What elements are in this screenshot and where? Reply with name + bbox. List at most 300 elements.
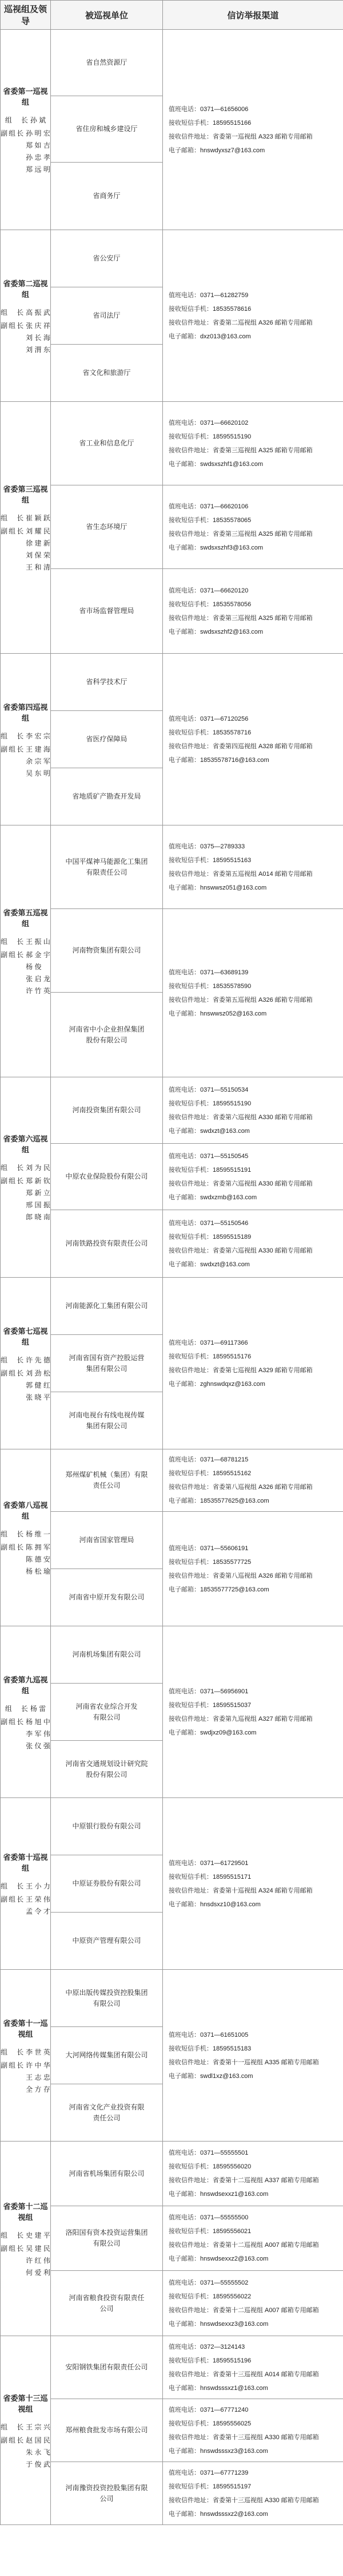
table-row	[1, 30, 343, 96]
sms-mobile-value[interactable]: 18595515166	[213, 119, 252, 127]
phone-label: 值班电话：	[169, 1544, 200, 1552]
sms-mobile-label: 接收短信手机：	[169, 1233, 213, 1240]
phone-label: 值班电话：	[169, 2406, 200, 2413]
table-row	[1, 825, 343, 909]
contact-cell	[163, 825, 343, 909]
email-value[interactable]: 18535578716@163.com	[200, 756, 269, 764]
phone-label: 值班电话：	[169, 715, 200, 722]
inspected-unit	[51, 2206, 163, 2271]
leader-role: 副组长	[1, 1895, 24, 1903]
phone-line	[169, 1542, 337, 1555]
group-title: 省委第十巡视组	[3, 1853, 48, 1872]
phone-value[interactable]: 0371—69117366	[200, 1339, 248, 1346]
phone-value[interactable]: 0371—61656006	[200, 105, 249, 113]
inspected-unit	[51, 1449, 163, 1512]
mail-address-value: 省委第三巡视组 A325 邮箱专用邮箱	[213, 447, 313, 454]
email-label: 电子邮箱：	[169, 628, 200, 635]
leader-name: 杨 雷	[30, 1704, 46, 1713]
sms-mobile-value[interactable]: 18595515171	[213, 1873, 252, 1880]
email-label: 电子邮箱：	[169, 1901, 200, 1908]
unit-name-line: 公司	[99, 2494, 114, 2503]
sms-mobile-label: 接收短信手机：	[169, 1873, 213, 1880]
group-title: 省委第三巡视组	[3, 485, 48, 504]
mail-address-label: 接收信件地址：	[169, 1247, 213, 1254]
mail-address-label: 接收信件地址：	[169, 1887, 213, 1894]
leader-name: 郑 新 立	[26, 1189, 50, 1197]
email-label: 电子邮箱：	[169, 1194, 200, 1201]
mail-address-line	[169, 1884, 337, 1898]
leader-row	[1, 1530, 50, 1539]
table-row	[1, 1798, 343, 1855]
leader-names	[26, 1164, 50, 1172]
unit-name-line: 省公安厅	[93, 254, 121, 262]
mail-address-value: 省委第八巡视组 A326 邮箱专用邮箱	[213, 1484, 313, 1491]
mail-address-line	[169, 527, 337, 541]
inspected-unit	[51, 909, 163, 993]
sms-mobile-line	[169, 1097, 337, 1111]
phone-value[interactable]: 0371—55606191	[200, 1544, 249, 1552]
leader-row	[1, 1718, 50, 1751]
mail-address-value: 省委第九巡视组 A327 邮箱专用邮箱	[213, 1715, 313, 1722]
leader-name: 吴 东 明	[26, 769, 50, 777]
inspected-unit	[51, 96, 163, 163]
sms-mobile-value[interactable]: 18595515197	[213, 2483, 252, 2490]
sms-mobile-label: 接收短信手机：	[169, 433, 213, 440]
table-row	[1, 2462, 343, 2525]
mail-address-label: 接收信件地址：	[169, 1366, 213, 1374]
leader-name: 史 建 平	[26, 2231, 50, 2239]
email-value[interactable]: swdxzt@163.com	[200, 1127, 250, 1135]
leader-name: 李 军 伟	[26, 1729, 50, 1738]
leader-role: 组长	[1, 308, 24, 317]
phone-value[interactable]: 0371—67771239	[200, 2469, 249, 2476]
sms-mobile-label: 接收短信手机：	[169, 2045, 213, 2052]
leader-row	[1, 1543, 50, 1576]
sms-mobile-value[interactable]: 18535578065	[213, 516, 252, 524]
email-value[interactable]: swdsxszhf1@163.com	[200, 460, 264, 468]
email-line	[169, 2069, 337, 2083]
phone-line	[169, 416, 337, 430]
sms-mobile-label: 接收短信手机：	[169, 305, 213, 313]
leader-role: 组长	[1, 1530, 24, 1538]
phone-label: 值班电话：	[169, 1859, 200, 1867]
phone-value[interactable]: 0371—61282759	[200, 291, 249, 299]
email-value[interactable]: swdsxszhf3@163.com	[200, 544, 264, 551]
inspected-unit	[51, 1798, 163, 1855]
leader-role: 副组长	[1, 527, 24, 535]
phone-value[interactable]: 0371—56956901	[200, 1688, 249, 1695]
mail-address-label: 接收信件地址：	[169, 2370, 213, 2378]
leader-row	[1, 1356, 50, 1365]
mail-address-value: 省委第六巡视组 A330 邮箱专用邮箱	[213, 1113, 313, 1121]
leader-names	[26, 527, 50, 572]
sms-mobile-value[interactable]: 18595515163	[213, 856, 252, 864]
mail-address-value: 省委第五巡视组 A014 邮箱专用邮箱	[213, 870, 313, 878]
email-line	[169, 753, 337, 767]
phone-value[interactable]: 0372—3124143	[200, 2343, 245, 2350]
phone-value[interactable]: 0375—2789333	[200, 843, 245, 850]
email-line	[169, 330, 337, 343]
inspected-unit	[51, 485, 163, 569]
leader-names	[26, 1718, 50, 1751]
phone-line	[169, 2146, 337, 2160]
mail-address-value: 省委第十三巡视组 A330 邮箱专用邮箱	[213, 2496, 319, 2504]
leader-name: 邢 国 振	[26, 1201, 50, 1209]
phone-value[interactable]: 0371—61729501	[200, 1859, 249, 1867]
mail-address-label: 接收信件地址：	[169, 614, 213, 622]
sms-mobile-label: 接收短信手机：	[169, 2228, 213, 2235]
sms-mobile-label: 接收短信手机：	[169, 1470, 213, 1477]
inspected-unit	[51, 163, 163, 230]
sms-mobile-value[interactable]: 18535578616	[213, 305, 252, 313]
phone-line	[169, 2340, 337, 2354]
phone-label: 值班电话：	[169, 419, 200, 426]
group-cell	[1, 825, 51, 1077]
email-value[interactable]: swdxzt@163.com	[200, 1261, 250, 1268]
leader-role: 组长	[1, 1356, 24, 1364]
phone-line	[169, 289, 337, 302]
leader-names	[26, 2231, 50, 2240]
sms-mobile-value[interactable]: 18535578590	[213, 982, 252, 990]
sms-mobile-value[interactable]: 18595515190	[213, 1100, 252, 1107]
mail-address-value: 省委第十一巡视组 A335 邮箱专用邮箱	[213, 2059, 319, 2066]
sms-mobile-line	[169, 2354, 337, 2368]
leader-name: 杨 旭 中	[26, 1717, 50, 1726]
sms-mobile-value[interactable]: 18595515183	[213, 2045, 252, 2052]
sms-mobile-value[interactable]: 18595515162	[213, 1470, 252, 1477]
unit-name-line: 省市场监督管理局	[79, 607, 134, 615]
sms-mobile-value[interactable]: 18535577725	[213, 1558, 252, 1566]
sms-mobile-value[interactable]: 18595515191	[213, 1166, 252, 1174]
leader-name: 徐 建 新	[26, 539, 50, 547]
email-label: 电子邮箱：	[169, 1380, 200, 1388]
inspected-unit	[51, 2399, 163, 2462]
leader-name: 刘 保 荣	[26, 551, 50, 559]
email-value[interactable]: hnswdsexxz2@163.com	[200, 2255, 269, 2262]
leader-name: 李 宏 宗	[26, 732, 50, 740]
email-label: 电子邮箱：	[169, 1010, 200, 1017]
email-value[interactable]: hnswdsexxz3@163.com	[200, 2320, 269, 2328]
unit-name-line: 河南省中原开发有限公司	[69, 1593, 145, 1601]
email-label: 电子邮箱：	[169, 2510, 200, 2518]
sms-mobile-label: 接收短信手机：	[169, 2420, 213, 2427]
sms-mobile-line	[169, 302, 337, 316]
table-row	[1, 402, 343, 485]
sms-mobile-line	[169, 430, 337, 444]
leader-name: 郭 健 红	[26, 1381, 50, 1389]
unit-name-line: 洛阳国有资本投资运营集团	[65, 2229, 148, 2237]
inspected-unit	[51, 825, 163, 909]
email-label: 电子邮箱：	[169, 1586, 200, 1593]
leader-names	[26, 514, 50, 523]
header-group-leaders: 巡视组及领导	[1, 1, 51, 30]
email-line	[169, 1898, 337, 1911]
leader-row	[1, 1895, 50, 1916]
sms-mobile-line	[169, 2042, 337, 2056]
sms-mobile-value[interactable]: 18595515176	[213, 1353, 252, 1360]
mail-address-label: 接收信件地址：	[169, 996, 213, 1003]
sms-mobile-value[interactable]: 18595515196	[213, 2357, 252, 2364]
inspected-unit	[51, 30, 163, 96]
email-line	[169, 625, 337, 639]
email-label: 电子邮箱：	[169, 884, 200, 891]
mail-address-label: 接收信件地址：	[169, 530, 213, 538]
sms-mobile-line	[169, 1467, 337, 1480]
inspected-unit	[51, 2027, 163, 2084]
sms-mobile-value[interactable]: 18595515037	[213, 1701, 252, 1709]
phone-line	[169, 1336, 337, 1350]
inspected-unit	[51, 230, 163, 287]
leader-name: 许 红 伟	[26, 2256, 50, 2265]
phone-value[interactable]: 0371—68781215	[200, 1456, 249, 1463]
unit-name-line: 中国平煤神马能源化工集团	[65, 857, 148, 866]
phone-value[interactable]: 0371—55150546	[200, 1219, 249, 1227]
group-title: 省委第七巡视组	[3, 1326, 48, 1346]
unit-name-line: 河南省机场集团有限公司	[69, 2169, 145, 2178]
contact-cell	[163, 2399, 343, 2462]
email-value[interactable]: hnswwsz052@163.com	[200, 1010, 267, 1017]
leader-name: 王 小 力	[26, 1882, 50, 1890]
sms-mobile-value[interactable]: 18595556020	[213, 2163, 252, 2170]
leader-name: 郑 如 吉	[26, 141, 50, 149]
email-label: 电子邮箱：	[169, 544, 200, 551]
email-value[interactable]: swdl1xz@163.com	[200, 2072, 253, 2080]
leader-names	[26, 732, 50, 741]
contact-cell	[163, 1077, 343, 1144]
unit-name-line: 集团有限公司	[86, 1421, 127, 1430]
leader-names	[26, 1356, 50, 1365]
leader-role: 组长	[5, 116, 28, 124]
unit-name-line: 中原出版传媒投资控股集团	[65, 1988, 148, 1997]
table-row	[1, 1449, 343, 1512]
mail-address-line	[169, 993, 337, 1007]
phone-label: 值班电话：	[169, 503, 200, 510]
email-label: 电子邮箱：	[169, 460, 200, 468]
email-value[interactable]: hnswdsexxz1@163.com	[200, 2191, 269, 2198]
unit-name-line: 集团有限公司	[86, 1364, 127, 1373]
phone-label: 值班电话：	[169, 2150, 200, 2156]
leader-row	[1, 951, 50, 995]
contact-cell	[163, 1970, 343, 2142]
leader-role: 副组长	[1, 745, 24, 753]
group-cell	[1, 30, 51, 230]
email-label: 电子邮箱：	[169, 1261, 200, 1268]
phone-value[interactable]: 0371—66620102	[200, 419, 249, 426]
email-value[interactable]: swdsxszhf2@163.com	[200, 628, 264, 635]
email-value[interactable]: hnswdsssxz1@163.com	[200, 2384, 268, 2392]
leader-names	[26, 2436, 50, 2469]
group-cell	[1, 2336, 51, 2525]
sms-mobile-line	[169, 1230, 337, 1244]
group-title: 省委第六巡视组	[3, 1135, 48, 1154]
leader-row	[1, 309, 50, 317]
phone-line	[169, 1685, 337, 1698]
sms-mobile-line	[169, 854, 337, 867]
sms-mobile-label: 接收短信手机：	[169, 2163, 213, 2170]
unit-name-line: 河南豫资投资控股集团有限	[65, 2483, 148, 2492]
email-value[interactable]: hnswdsssxz2@163.com	[200, 2510, 268, 2518]
email-value[interactable]: hnswdyxsz7@163.com	[200, 147, 265, 154]
leader-names	[26, 745, 50, 778]
phone-line	[169, 2466, 337, 2480]
phone-value[interactable]: 0371—55555501	[200, 2150, 249, 2156]
group-cell	[1, 1278, 51, 1449]
inspected-unit	[51, 402, 163, 485]
sms-mobile-value[interactable]: 18535578716	[213, 729, 252, 736]
leader-role: 组长	[1, 514, 24, 522]
sms-mobile-line	[169, 1163, 337, 1177]
phone-line	[169, 1083, 337, 1097]
contact-cell	[163, 230, 343, 402]
phone-label: 值班电话：	[169, 105, 200, 113]
leader-name: 郑 新 钦	[26, 1177, 50, 1185]
leader-role: 副组长	[1, 129, 24, 137]
leader-names	[26, 1895, 50, 1916]
table-row	[1, 1144, 343, 1210]
inspected-unit	[51, 1077, 163, 1144]
sms-mobile-value[interactable]: 18595556021	[213, 2228, 252, 2235]
unit-name-line: 郑州煤矿机械（集团）有限	[65, 1471, 148, 1479]
mail-address-label: 接收信件地址：	[169, 2496, 213, 2504]
contact-cell	[163, 2142, 343, 2206]
email-value[interactable]: zghnswdqxz@163.com	[200, 1380, 265, 1388]
phone-value[interactable]: 0371—61651005	[200, 2031, 249, 2038]
table-row	[1, 1278, 343, 1335]
leader-role: 副组长	[1, 2436, 24, 2444]
unit-name-line: 安阳钢铁集团有限责任公司	[65, 2363, 148, 2371]
phone-value[interactable]: 0371—67771240	[200, 2406, 249, 2413]
sms-mobile-value[interactable]: 18535578056	[213, 600, 252, 608]
inspected-unit	[51, 1210, 163, 1278]
sms-mobile-line	[169, 2160, 337, 2174]
leader-name: 孙 斌	[30, 116, 46, 124]
leader-row	[1, 322, 50, 354]
email-label: 电子邮箱：	[169, 2320, 200, 2328]
leader-role: 副组长	[1, 2244, 24, 2253]
leader-names	[26, 1882, 50, 1891]
mail-address-line	[169, 2056, 337, 2069]
phone-value[interactable]: 0371—55555500	[200, 2214, 249, 2221]
leader-name: 朱 永 飞	[26, 2448, 50, 2456]
mail-address-line	[169, 1712, 337, 1726]
phone-value[interactable]: 0371—55150545	[200, 1152, 249, 1160]
group-title: 省委第十三巡视组	[3, 2393, 48, 2413]
leader-name: 王 志 忠	[26, 2073, 50, 2081]
inspected-unit	[51, 345, 163, 402]
email-value[interactable]: dxz013@163.com	[200, 333, 251, 340]
leader-role: 组长	[1, 938, 24, 946]
leader-row	[1, 2436, 50, 2469]
leader-name: 何 爱 利	[26, 2268, 50, 2277]
sms-mobile-label: 接收短信手机：	[169, 1166, 213, 1174]
unit-name-line: 河南省国有资产控股运营	[69, 1353, 145, 1362]
mail-address-label: 接收信件地址：	[169, 447, 213, 454]
phone-value[interactable]: 0371—67120256	[200, 715, 249, 722]
contact-cell	[163, 30, 343, 230]
email-value[interactable]: hnswdsssxz3@163.com	[200, 2447, 268, 2455]
leader-name: 全 方 存	[26, 2085, 50, 2093]
sms-mobile-value[interactable]: 18595515190	[213, 433, 252, 440]
leader-name: 王 和 清	[26, 563, 50, 571]
phone-value[interactable]: 0371—63689139	[200, 969, 249, 976]
leader-name: 张 启 龙	[26, 975, 50, 983]
email-value[interactable]: swdxzmb@163.com	[200, 1194, 257, 1201]
mail-address-value: 省委第十三巡视组 A014 邮箱专用邮箱	[213, 2370, 319, 2378]
mail-address-label: 接收信件地址：	[169, 870, 213, 878]
phone-label: 值班电话：	[169, 969, 200, 976]
sms-mobile-value[interactable]: 18595556022	[213, 2293, 252, 2300]
mail-address-line	[169, 740, 337, 753]
unit-name-line: 股份有限公司	[86, 1036, 127, 1044]
mail-address-value: 省委第十二巡视组 A337 邮箱专用邮箱	[213, 2177, 319, 2184]
group-cell	[1, 402, 51, 654]
leader-name: 刘 长 海	[26, 333, 50, 342]
email-line	[169, 541, 337, 555]
email-label: 电子邮箱：	[169, 147, 200, 154]
email-line	[169, 1494, 337, 1508]
phone-label: 值班电话：	[169, 1086, 200, 1093]
phone-value[interactable]: 0371—66620106	[200, 503, 249, 510]
leader-names	[26, 2061, 50, 2094]
table-row	[1, 1512, 343, 1569]
sms-mobile-label: 接收短信手机：	[169, 1558, 213, 1566]
unit-name-line: 省自然资源厅	[86, 58, 127, 66]
leader-row	[1, 116, 50, 125]
table-row	[1, 2206, 343, 2271]
unit-name-line: 省地质矿产勘查开发局	[72, 792, 141, 800]
email-value[interactable]: hnswwsz051@163.com	[200, 884, 267, 891]
leader-name: 许 竹 英	[26, 987, 50, 995]
contact-cell	[163, 1144, 343, 1210]
leader-row	[1, 938, 50, 946]
group-title: 省委第九巡视组	[3, 1675, 48, 1695]
sms-mobile-value[interactable]: 18595515189	[213, 1233, 252, 1240]
contact-cell	[163, 654, 343, 825]
leader-role: 副组长	[1, 1543, 24, 1551]
phone-value[interactable]: 0371—55555502	[200, 2279, 249, 2286]
mail-address-value: 省委第六巡视组 A330 邮箱专用邮箱	[213, 1180, 313, 1187]
email-line	[169, 1258, 337, 1271]
email-value[interactable]: hnsdsxz10@163.com	[200, 1901, 261, 1908]
table-header	[1, 1, 343, 30]
phone-value[interactable]: 0371—66620120	[200, 587, 249, 594]
table-row	[1, 230, 343, 287]
mail-address-line	[169, 1569, 337, 1583]
email-value[interactable]: swdjxz09@163.com	[200, 1729, 257, 1736]
table-body	[1, 30, 343, 2525]
email-value[interactable]: 18535577625@163.com	[200, 1498, 269, 1504]
unit-name-line: 省工业和信息化厅	[79, 439, 134, 447]
contact-cell	[163, 569, 343, 654]
email-line	[169, 2252, 337, 2266]
email-value[interactable]: 18535577725@163.com	[200, 1586, 269, 1593]
leader-names	[26, 1369, 50, 1402]
sms-mobile-value[interactable]: 18595556025	[213, 2420, 252, 2427]
sms-mobile-label: 接收短信手机：	[169, 2357, 213, 2364]
inspected-unit	[51, 654, 163, 711]
phone-label: 值班电话：	[169, 587, 200, 594]
leader-role: 副组长	[1, 1177, 24, 1185]
leader-name: 刘 劲 松	[26, 1369, 50, 1377]
phone-value[interactable]: 0371—55150534	[200, 1086, 249, 1093]
mail-address-label: 接收信件地址：	[169, 1113, 213, 1121]
sms-mobile-line	[169, 1350, 337, 1364]
mail-address-line	[169, 1364, 337, 1377]
leader-row	[1, 1177, 50, 1222]
phone-line	[169, 2028, 337, 2042]
inspected-unit	[51, 1626, 163, 1684]
unit-name-line: 有限责任公司	[86, 868, 127, 876]
